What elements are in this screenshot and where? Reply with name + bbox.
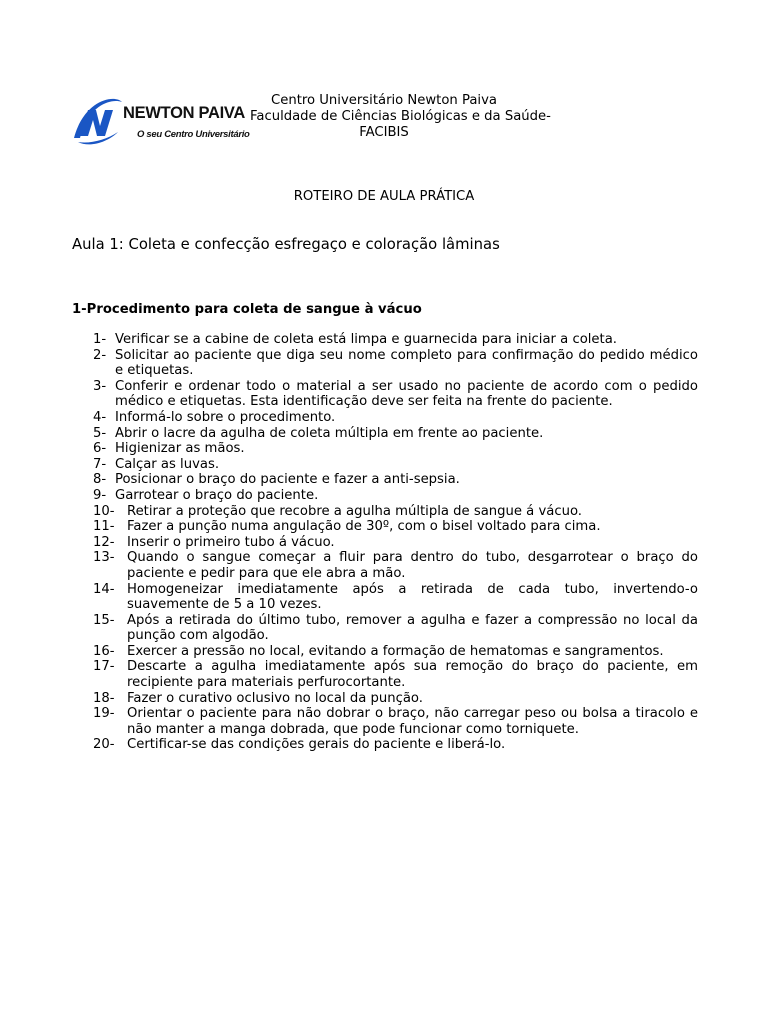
list-item — [93, 488, 698, 504]
step-number: 2- — [93, 347, 107, 363]
step-text: Calçar as luvas. — [115, 456, 220, 472]
step-number: 8- — [93, 472, 107, 488]
list-item — [93, 332, 698, 348]
step-text: Abrir o lacre da agulha de coleta múltipla em frente ao paciente. — [115, 425, 544, 441]
list-item — [93, 441, 698, 457]
list-item — [93, 644, 698, 660]
list-item — [93, 348, 698, 379]
list-item — [93, 504, 698, 520]
step-text: Informá-lo sobre o procedimento. — [115, 409, 336, 425]
step-number: 15- — [93, 612, 115, 628]
step-number: 19- — [93, 706, 115, 722]
step-text: Fazer a punção numa angulação de 30º, com o bisel voltado para cima. — [127, 519, 601, 535]
list-item — [93, 582, 698, 613]
logo-tagline: O seu Centro Universitário — [137, 129, 250, 140]
list-item — [93, 706, 698, 737]
list-item — [93, 426, 698, 442]
list-item — [93, 457, 698, 473]
institution-name: Centro Universitário Newton Paiva — [271, 93, 497, 108]
step-number: 1- — [93, 332, 107, 347]
step-text: Posicionar o braço do paciente e fazer a anti-sepsia. — [115, 472, 460, 488]
step-number: 18- — [93, 690, 115, 706]
step-text: Certificar-se das condições gerais do paciente e liberá-lo. — [127, 737, 506, 753]
step-text: Retirar a proteção que recobre a agulha múltipla de sangue á vácuo. — [127, 503, 582, 519]
logo-name: NEWTON PAIVA — [123, 104, 245, 122]
faculty-name: Faculdade de Ciências Biológicas e da Saúde- — [250, 109, 551, 124]
step-text: Orientar o paciente para não dobrar o braço, não carregar peso ou bolsa a tiracolo e não manter a manga dobrada, que pode funcionar como torniquete. — [127, 706, 698, 737]
list-item — [93, 410, 698, 426]
step-number: 20- — [93, 737, 115, 753]
list-item — [93, 691, 698, 707]
step-number: 5- — [93, 425, 107, 441]
list-item — [93, 379, 698, 410]
section-title: 1-Procedimento para coleta de sangue à vácuo — [72, 302, 422, 317]
faculty-acronym: FACIBIS — [359, 125, 409, 140]
step-text: Inserir o primeiro tubo á vácuo. — [127, 534, 335, 550]
list-item — [93, 613, 698, 644]
step-text: Exercer a pressão no local, evitando a formação de hematomas e sangramentos. — [127, 643, 664, 659]
step-number: 12- — [93, 534, 115, 550]
step-number: 6- — [93, 441, 107, 457]
lesson-title: Aula 1: Coleta e confecção esfregaço e coloração lâminas — [72, 236, 500, 253]
step-number: 7- — [93, 456, 107, 472]
step-text: Solicitar ao paciente que diga seu nome completo para confirmação do pedido médico e etiquetas. — [115, 347, 698, 379]
step-text: Conferir e ordenar todo o material a ser usado no paciente de acordo com o pedido médico e etiquetas. Esta identificação deve ser feita na frente do paciente. — [115, 378, 698, 410]
newton-paiva-logo — [70, 92, 250, 150]
step-number: 14- — [93, 581, 115, 597]
step-text: Higienizar as mãos. — [115, 441, 245, 457]
list-item — [93, 550, 698, 581]
step-number: 9- — [93, 487, 107, 503]
step-number: 3- — [93, 378, 107, 394]
step-number: 11- — [93, 519, 115, 535]
list-item — [93, 472, 698, 488]
step-number: 16- — [93, 643, 115, 659]
newton-paiva-n-emblem-icon — [70, 92, 126, 148]
list-item — [93, 535, 698, 551]
list-item — [93, 659, 698, 690]
step-number: 4- — [93, 409, 107, 425]
procedure-steps-list — [93, 332, 698, 753]
step-text: Homogeneizar imediatamente após a retirada de cada tubo, invertendo-o suavemente de 5 a 10 vezes. — [127, 581, 698, 613]
step-number: 13- — [93, 550, 115, 566]
step-text: Fazer o curativo oclusivo no local da punção. — [127, 690, 423, 706]
document-type-heading: ROTEIRO DE AULA PRÁTICA — [293, 189, 475, 204]
step-text: Descarte a agulha imediatamente após sua remoção do braço do paciente, em recipiente para materiais perfurocortante. — [127, 659, 698, 691]
list-item — [93, 519, 698, 535]
list-item — [93, 737, 698, 753]
step-text: Garrotear o braço do paciente. — [115, 487, 319, 503]
step-text: Após a retirada do último tubo, remover a agulha e fazer a compressão no local da punção com algodão. — [127, 612, 698, 644]
step-number: 17- — [93, 659, 115, 675]
institution-header — [250, 93, 551, 141]
step-text: Verificar se a cabine de coleta está limpa e guarnecida para iniciar a coleta. — [115, 332, 617, 347]
step-number: 10- — [93, 503, 115, 519]
step-text: Quando o sangue começar a fluir para dentro do tubo, desgarrotear o braço do paciente e pedir para que ele abra a mão. — [127, 550, 698, 581]
